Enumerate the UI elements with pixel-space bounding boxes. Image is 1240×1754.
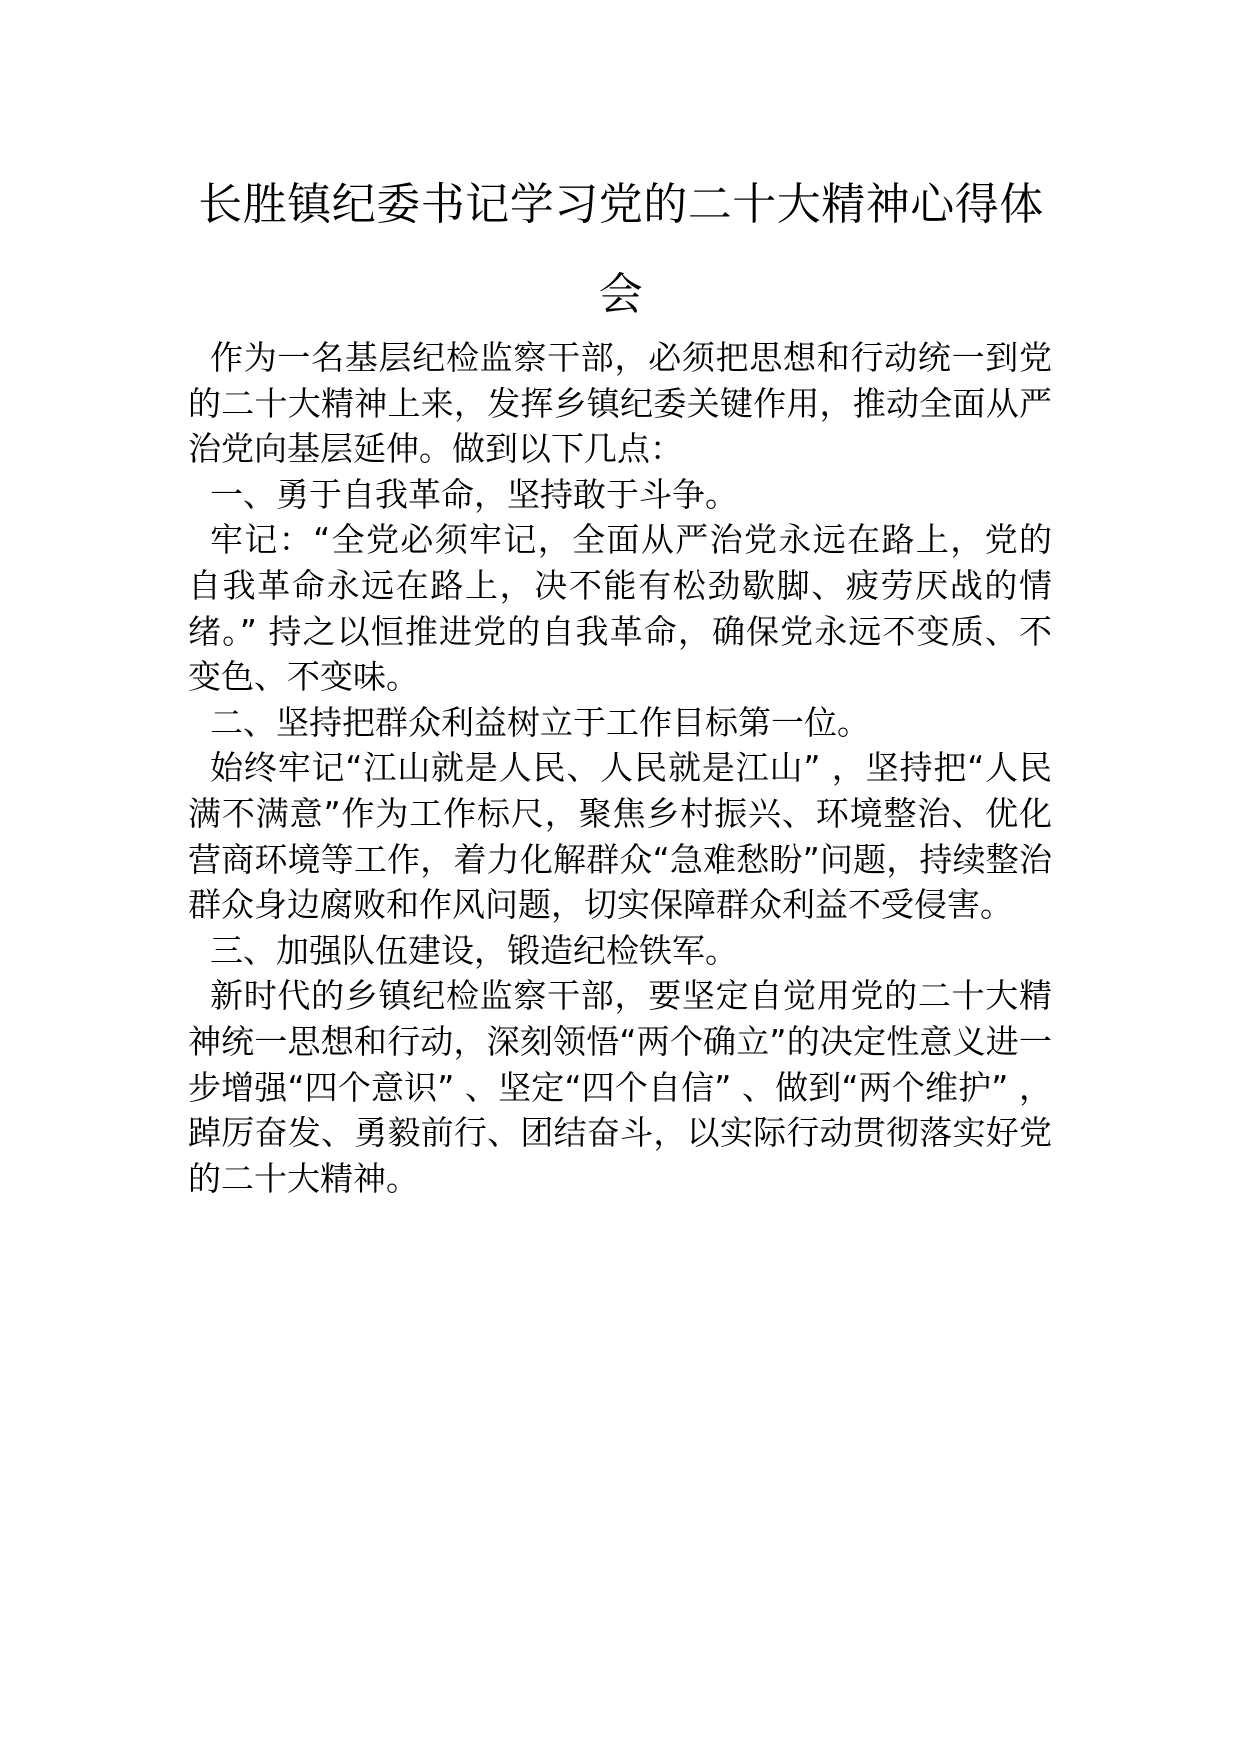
paragraph-point-three: 新时代的乡镇纪检监察干部，要坚定自觉用党的二十大精神统一思想和行动，深刻领悟“两个确立”的决定性意义进一步增强“四个意识” 、坚定“四个自信” 、做到“两个维护” ，踔厉奋发、勇毅前行、团结奋斗，以实际行动贯彻落实好党的二十大精神。 bbox=[188, 976, 1052, 1198]
paragraph-intro: 作为一名基层纪检监察干部，必须把思想和行动统一到党的二十大精神上来，发挥乡镇纪委关键作用，推动全面从严治党向基层延伸。做到以下几点： bbox=[188, 338, 1052, 469]
paragraph-point-two: 始终牢记“江山就是人民、人民就是江山” ，坚持把“人民满不满意”作为工作标尺，聚焦乡村振兴、环境整治、优化营商环境等工作，着力化解群众“急难愁盼”问题，持续整治群众身边腐败和作风问题，切实保障群众利益不受侵害。 bbox=[188, 748, 1052, 925]
document-title: 长胜镇纪委书记学习党的二十大精神心得体会 bbox=[198, 179, 1044, 320]
heading-point-two: 二、坚持把群众利益树立于工作目标第一位。 bbox=[210, 702, 870, 742]
document-body bbox=[188, 335, 1052, 1201]
heading-point-one: 一、勇于自我革命，坚持敢于斗争。 bbox=[210, 474, 738, 514]
paragraph-point-one: 牢记：“全党必须牢记，全面从严治党永远在路上，党的自我革命永远在路上，决不能有松劲歇脚、疲劳厌战的情绪。” 持之以恒推进党的自我革命，确保党永远不变质、不变色、不变味。 bbox=[188, 520, 1052, 697]
heading-point-three: 三、加强队伍建设，锻造纪检铁军。 bbox=[210, 930, 738, 970]
